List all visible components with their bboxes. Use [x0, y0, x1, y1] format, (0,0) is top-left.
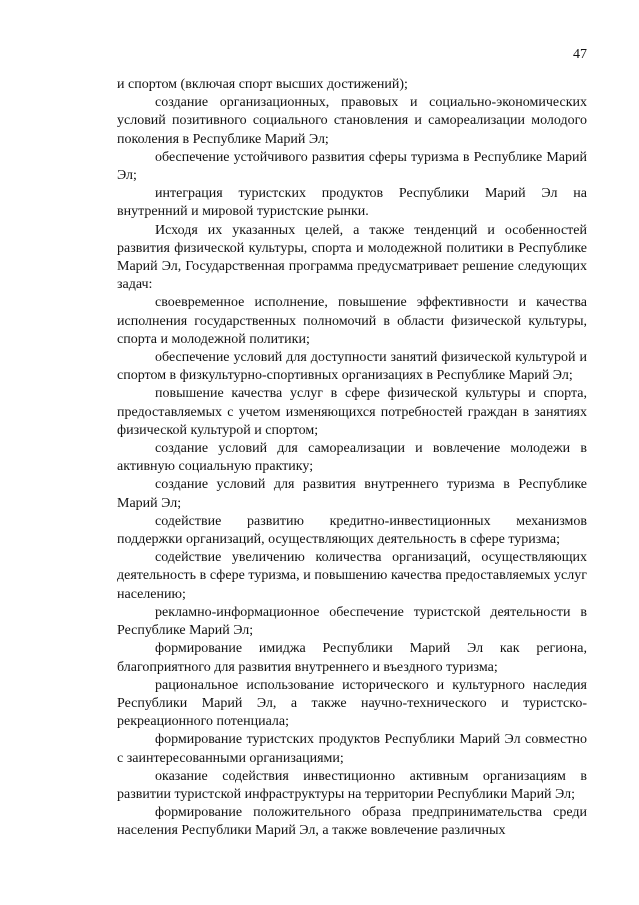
page-number: 47: [573, 47, 587, 62]
paragraph: повышение качества услуг в сфере физической культуры и спорта, предоставляемых с учетом изменяющихся потребностей граждан в занятиях физической культурой и спортом;: [117, 386, 587, 438]
paragraph: содействие развитию кредитно-инвестиционных механизмов поддержки организаций, осуществляющих деятельность в сфере туризма;: [117, 513, 587, 548]
paragraph: содействие увеличению количества организаций, осуществляющих деятельность в сфере туризма, и повышению качества предоставляемых услуг населению;: [117, 550, 587, 602]
paragraph: оказание содействия инвестиционно активным организациям в развитии туристской инфраструктуры на территории Республики Марий Эл;: [117, 768, 587, 802]
paragraph: создание условий для самореализации и вовлечение молодежи в активную социальную практику;: [117, 441, 587, 475]
paragraph: обеспечение условий для доступности занятий физической культурой и спортом в физкультурно-спортивных организациях в Республике Марий Эл;: [117, 350, 587, 384]
paragraph: своевременное исполнение, повышение эффективности и качества исполнения государственных полномочий в области физической культуры, спорта и молодежной политики;: [117, 295, 587, 347]
paragraph: обеспечение устойчивого развития сферы туризма в Республике Марий Эл;: [117, 149, 587, 184]
paragraph: интеграция туристских продуктов Республики Марий Эл на внутренний и мировой туристские рынки.: [117, 186, 587, 220]
paragraph: формирование имиджа Республики Марий Эл как региона, благоприятного для развития внутреннего и въездного туризма;: [117, 641, 587, 675]
document-text-body: [117, 76, 587, 841]
paragraph: формирование положительного образа предпринимательства среди населения Республики Марий Эл, а также вовлечение различных: [117, 805, 587, 839]
paragraph: рациональное использование исторического и культурного наследия Республики Марий Эл, а также научно-технического и туристско-рекреационного потенциала;: [117, 677, 587, 730]
paragraph: формирование туристских продуктов Республики Марий Эл совместно с заинтересованными организациями;: [117, 732, 587, 766]
paragraph: и спортом (включая спорт высших достижений);: [117, 77, 408, 92]
paragraph: создание организационных, правовых и социально-экономических условий позитивного социального становления и самореализации молодого поколения в Республике Марий Эл;: [117, 95, 587, 147]
paragraph: создание условий для развития внутреннего туризма в Республике Марий Эл;: [117, 477, 587, 511]
paragraph: рекламно-информационное обеспечение туристской деятельности в Республике Марий Эл;: [117, 604, 587, 639]
paragraph: Исходя их указанных целей, а также тенденций и особенностей развития физической культуры, спорта и молодежной политики в Республике Марий Эл, Государственная программа предусматривает решение следующих задач:: [117, 222, 587, 293]
